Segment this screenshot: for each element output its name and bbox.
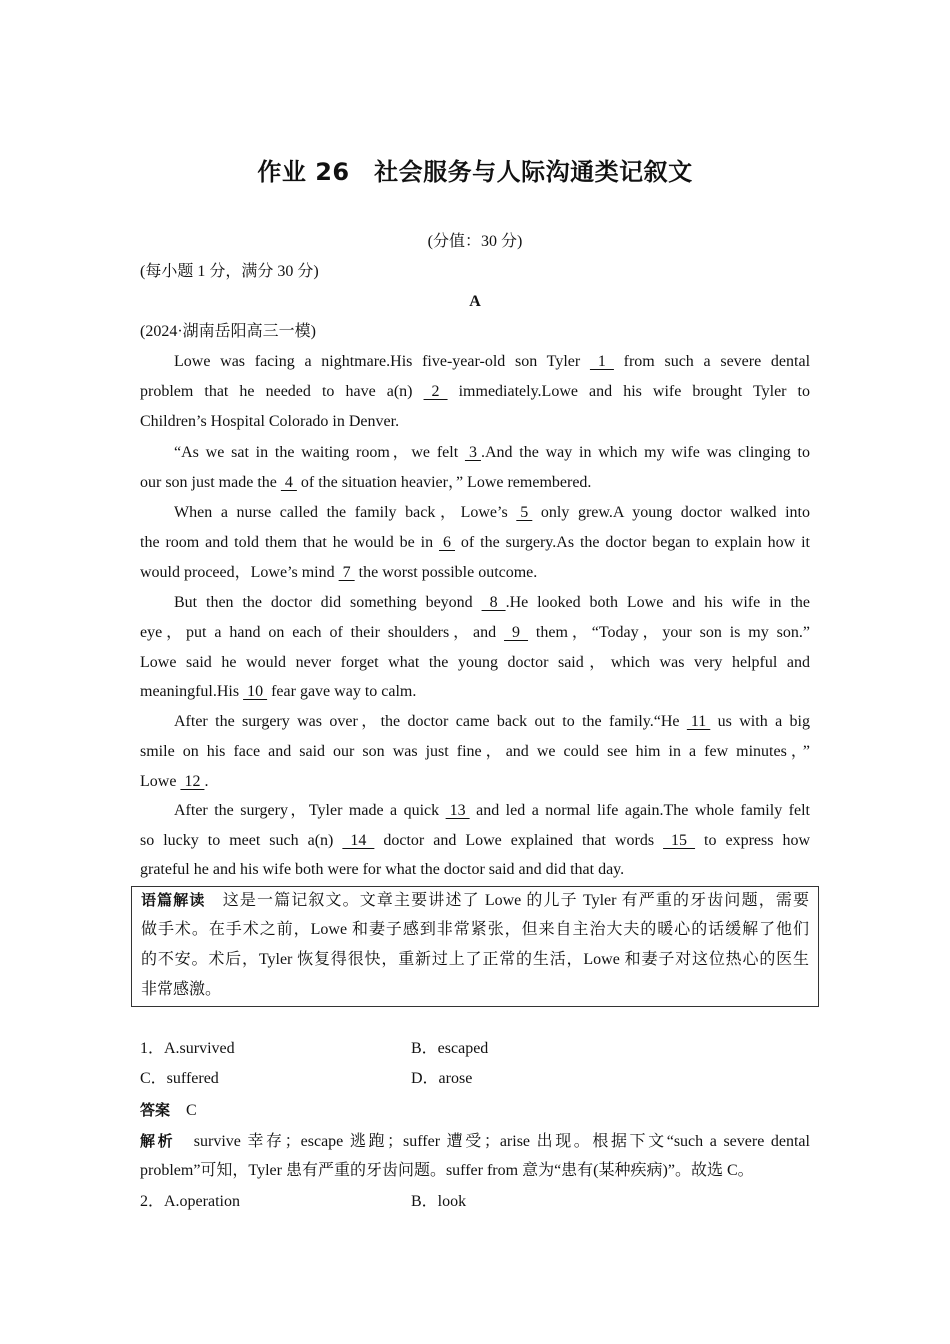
passage-line: would proceed，Lowe’s mind 7 the worst possible outcome. [140, 564, 538, 581]
blank-8: 8 [481, 594, 506, 611]
q1-option-c: C．suffered [140, 1070, 219, 1087]
summary-line: 的不安。术后，Tyler 恢复得很快，重新过上了正常的生活，Lowe 和妻子对这位热心的医生 [141, 951, 809, 968]
q1-option-d: D．arose [411, 1070, 473, 1087]
answer-label: 答案 [140, 1101, 171, 1119]
passage-line: eye，put a hand on each of their shoulders，and 9 them，“Today，your son is my son.” [140, 624, 810, 641]
blank-1: 1 [589, 353, 614, 370]
score-note: (分值：30 分) [427, 233, 523, 250]
passage-line: meaningful.His 10 fear gave way to calm. [140, 683, 417, 700]
per-question-note: (每小题 1 分，满分 30 分) [140, 263, 319, 280]
passage-line: But then the doctor did something beyond 8 .He looked both Lowe and his wife in the [174, 594, 810, 611]
q2-option-a: 2．A.operation [140, 1193, 240, 1210]
q1-analysis-line: 解析 survive 幸存；escape 逃跑；suffer 遭受；arise 出现。根据下文“such a severe dental [140, 1132, 810, 1150]
passage-line: smile on his face and said our son was just fine，and we could see him in a few minutes，” [140, 743, 810, 760]
passage-line: grateful he and his wife both were for what the doctor said and did that day. [140, 861, 625, 878]
q2-option-b: B．look [411, 1193, 467, 1210]
section-heading: A [469, 293, 481, 310]
q1-analysis-line: problem”可知，Tyler 患有严重的牙齿问题。suffer from 意为“患有(某种疾病)”。故选 C。 [140, 1162, 754, 1179]
passage-line: After the surgery was over，the doctor came back out to the family.“He 11 us with a big [174, 713, 810, 730]
blank-2: 2 [423, 383, 448, 400]
passage-line: Lowe was facing a nightmare.His five-year-old son Tyler 1 from such a severe dental [174, 353, 811, 370]
blank-13: 13 [445, 802, 470, 819]
page-title: 作业 26 社会服务与人际沟通类记叙文 [257, 158, 693, 186]
q1-option-b: B．escaped [411, 1040, 489, 1057]
answer-value: C [186, 1102, 197, 1119]
blank-5: 5 [516, 504, 533, 521]
passage-line: Lowe said he would never forget what the young doctor said，which was very helpful and [140, 654, 810, 671]
q1-option-a: 1．A.survived [140, 1040, 235, 1057]
blank-11: 11 [686, 713, 711, 730]
passage-line: Lowe 12 . [140, 773, 209, 790]
summary-line: 语篇解读 这是一篇记叙文。文章主要讲述了 Lowe 的儿子 Tyler 有严重的牙齿问题，需要 [141, 891, 809, 909]
blank-7: 7 [338, 564, 355, 581]
source-note: (2024·湖南岳阳高三一模) [140, 323, 316, 340]
summary-line: 做手术。在手术之前，Lowe 和妻子感到非常紧张，但来自主治大夫的暖心的话缓解了他们 [141, 921, 809, 938]
q1-answer [140, 1100, 810, 1121]
blank-10: 10 [243, 683, 268, 700]
passage-line: Children’s Hospital Colorado in Denver. [140, 413, 400, 430]
passage-line: so lucky to meet such a(n) 14 doctor and Lowe explained that words 15 to express how [140, 832, 811, 849]
passage-line: When a nurse called the family back，Lowe’s 5 only grew.A young doctor walked into [174, 504, 811, 521]
passage-line: our son just made the 4 of the situation heavier，” Lowe remembered. [140, 474, 592, 491]
summary-box [131, 886, 819, 1007]
blank-9: 9 [504, 624, 529, 641]
blank-3: 3 [464, 444, 481, 461]
summary-line: 非常感激。 [141, 981, 222, 998]
passage-line: problem that he needed to have a(n) 2 immediately.Lowe and his wife brought Tyler to [140, 383, 811, 400]
blank-4: 4 [280, 474, 297, 491]
summary-label: 语篇解读 [141, 891, 206, 909]
blank-15: 15 [663, 832, 696, 849]
blank-14: 14 [342, 832, 375, 849]
passage-line: the room and told them that he would be in 6 of the surgery.As the doctor began to explain how it [140, 534, 810, 551]
blank-12: 12 [180, 773, 205, 790]
blank-6: 6 [439, 534, 456, 551]
passage-line: After the surgery，Tyler made a quick 13 and led a normal life again.The whole family felt [174, 802, 810, 819]
passage-line: “As we sat in the waiting room，we felt 3 .And the way in which my wife was clinging to [174, 444, 810, 461]
analysis-label: 解析 [140, 1132, 176, 1150]
